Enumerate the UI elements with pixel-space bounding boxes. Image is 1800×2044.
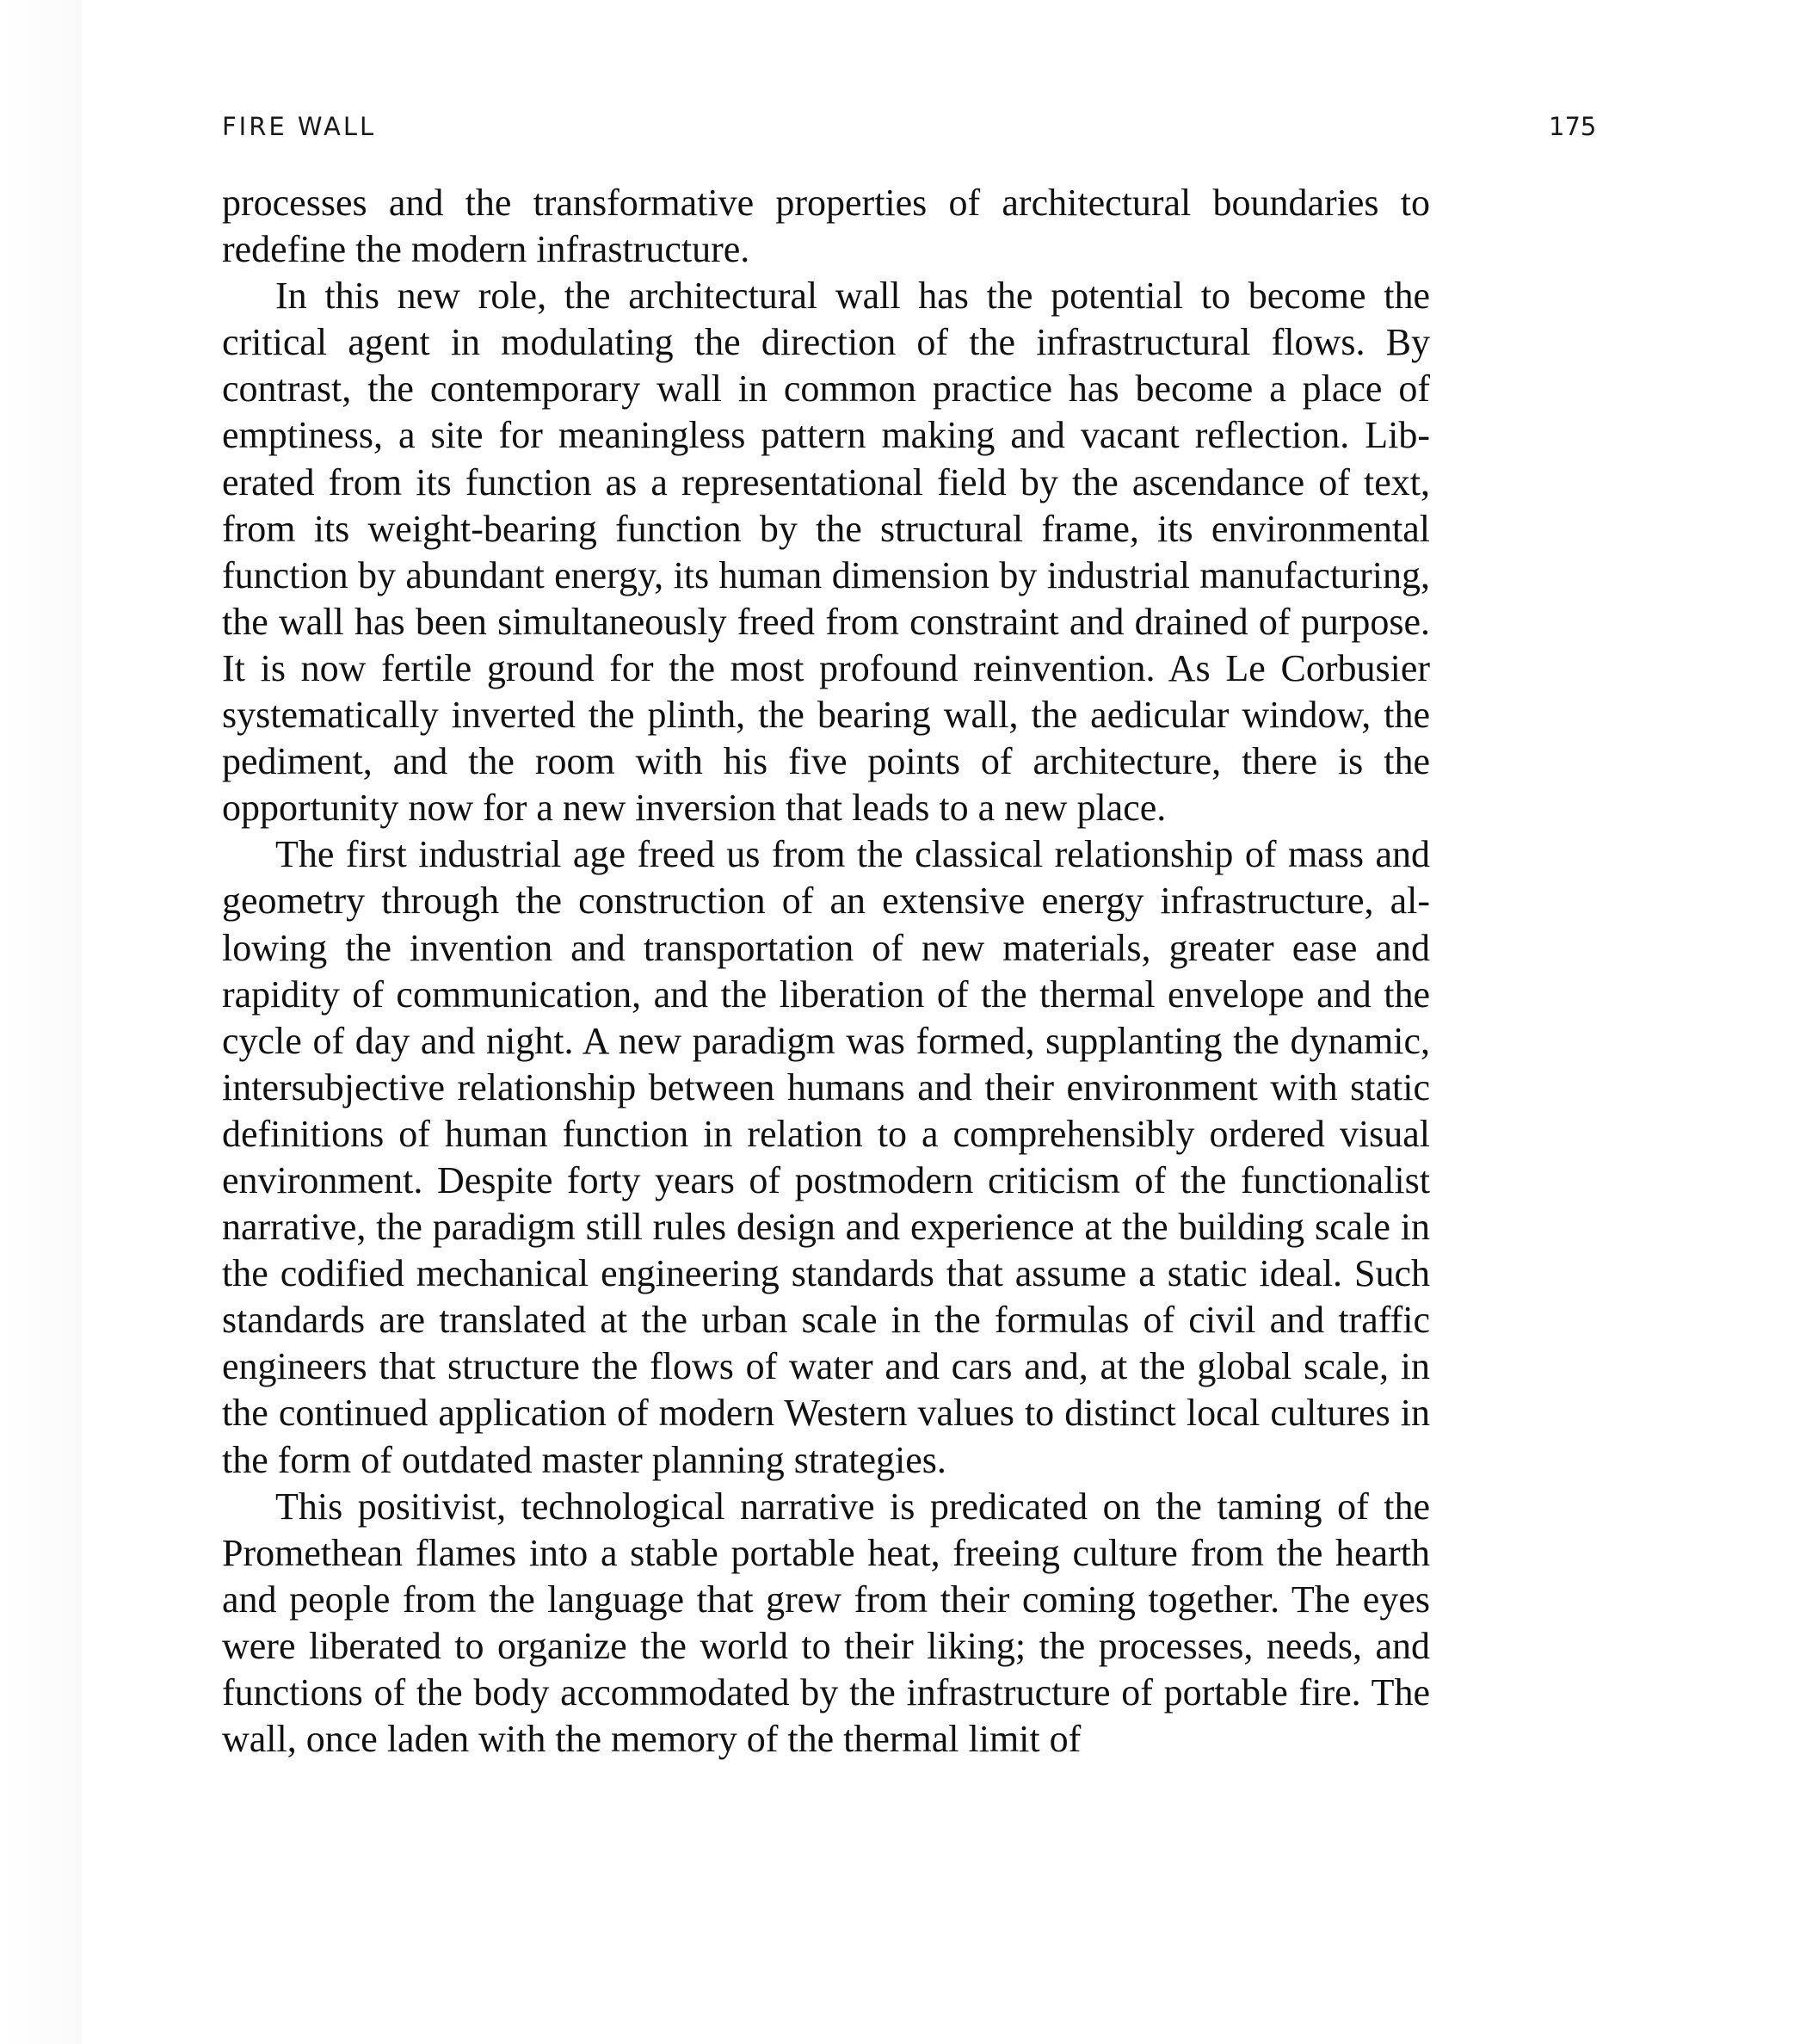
running-head: FIRE WALL [222, 112, 377, 141]
page-number: 175 [1549, 112, 1597, 141]
paragraph-continuation: processes and the transformative properties of architectural boundaries to redefine the modern infrastructure. [222, 182, 1430, 271]
paragraph: This positivist, technological narrative is predicated on the taming of the Promethean flames into a stable portable heat, freeing culture from the hearth and people from the language that grew from their coming together. The eyes were liberated to organize the world to their liking; the processes, needs, and functions of the body accommodated by the infrastructure of portable fire. The wall, once laden with the memory of the thermal limit of [222, 1485, 1430, 1761]
paragraph: The first industrial age freed us from the classical relationship of mass and geometry through the construction of an extensive energy infrastructure, allowing the invention and transportation of new materials, greater ease and rapidity of communication, and the liberation of the thermal envelope and the cycle of day and night. A new paradigm was formed, supplanting the dynamic, intersubjective relationship between humans and their environment with static definitions of human function in relation to a comprehensibly ordered visual environment. Despite forty years of postmodern criticism of the functionalist narrative, the paradigm still rules design and experience at the building scale in the codified mechanical engineering standards that assume a static ideal. Such standards are translated at the urban scale in the formulas of civil and traffic engineers that structure the flows of water and cars and, at the global scale, in the continued application of modern Western values to distinct local cultures in the form of outdated master planning strategies. [222, 833, 1430, 1481]
body-text [222, 180, 1430, 1763]
paragraph: In this new role, the architectural wall has the potential to become the critical agent in modulating the direction of the infrastructural flows. By contrast, the contemporary wall in common practice has become a place of emptiness, a site for meaningless pattern making and vacant reflection. Liberated from its function as a representational field by the ascendance of text, from its weight-bearing function by the structural frame, its environmental function by abundant energy, its human dimension by industrial manufacturing, the wall has been simultaneously freed from constraint and drained of purpose. It is now fertile ground for the most profound reinvention. As Le Corbusier systematically inverted the plinth, the bearing wall, the aedicular window, the pediment, and the room with his five points of architecture, there is the opportunity now for a new inversion that leads to a new place. [222, 275, 1430, 830]
